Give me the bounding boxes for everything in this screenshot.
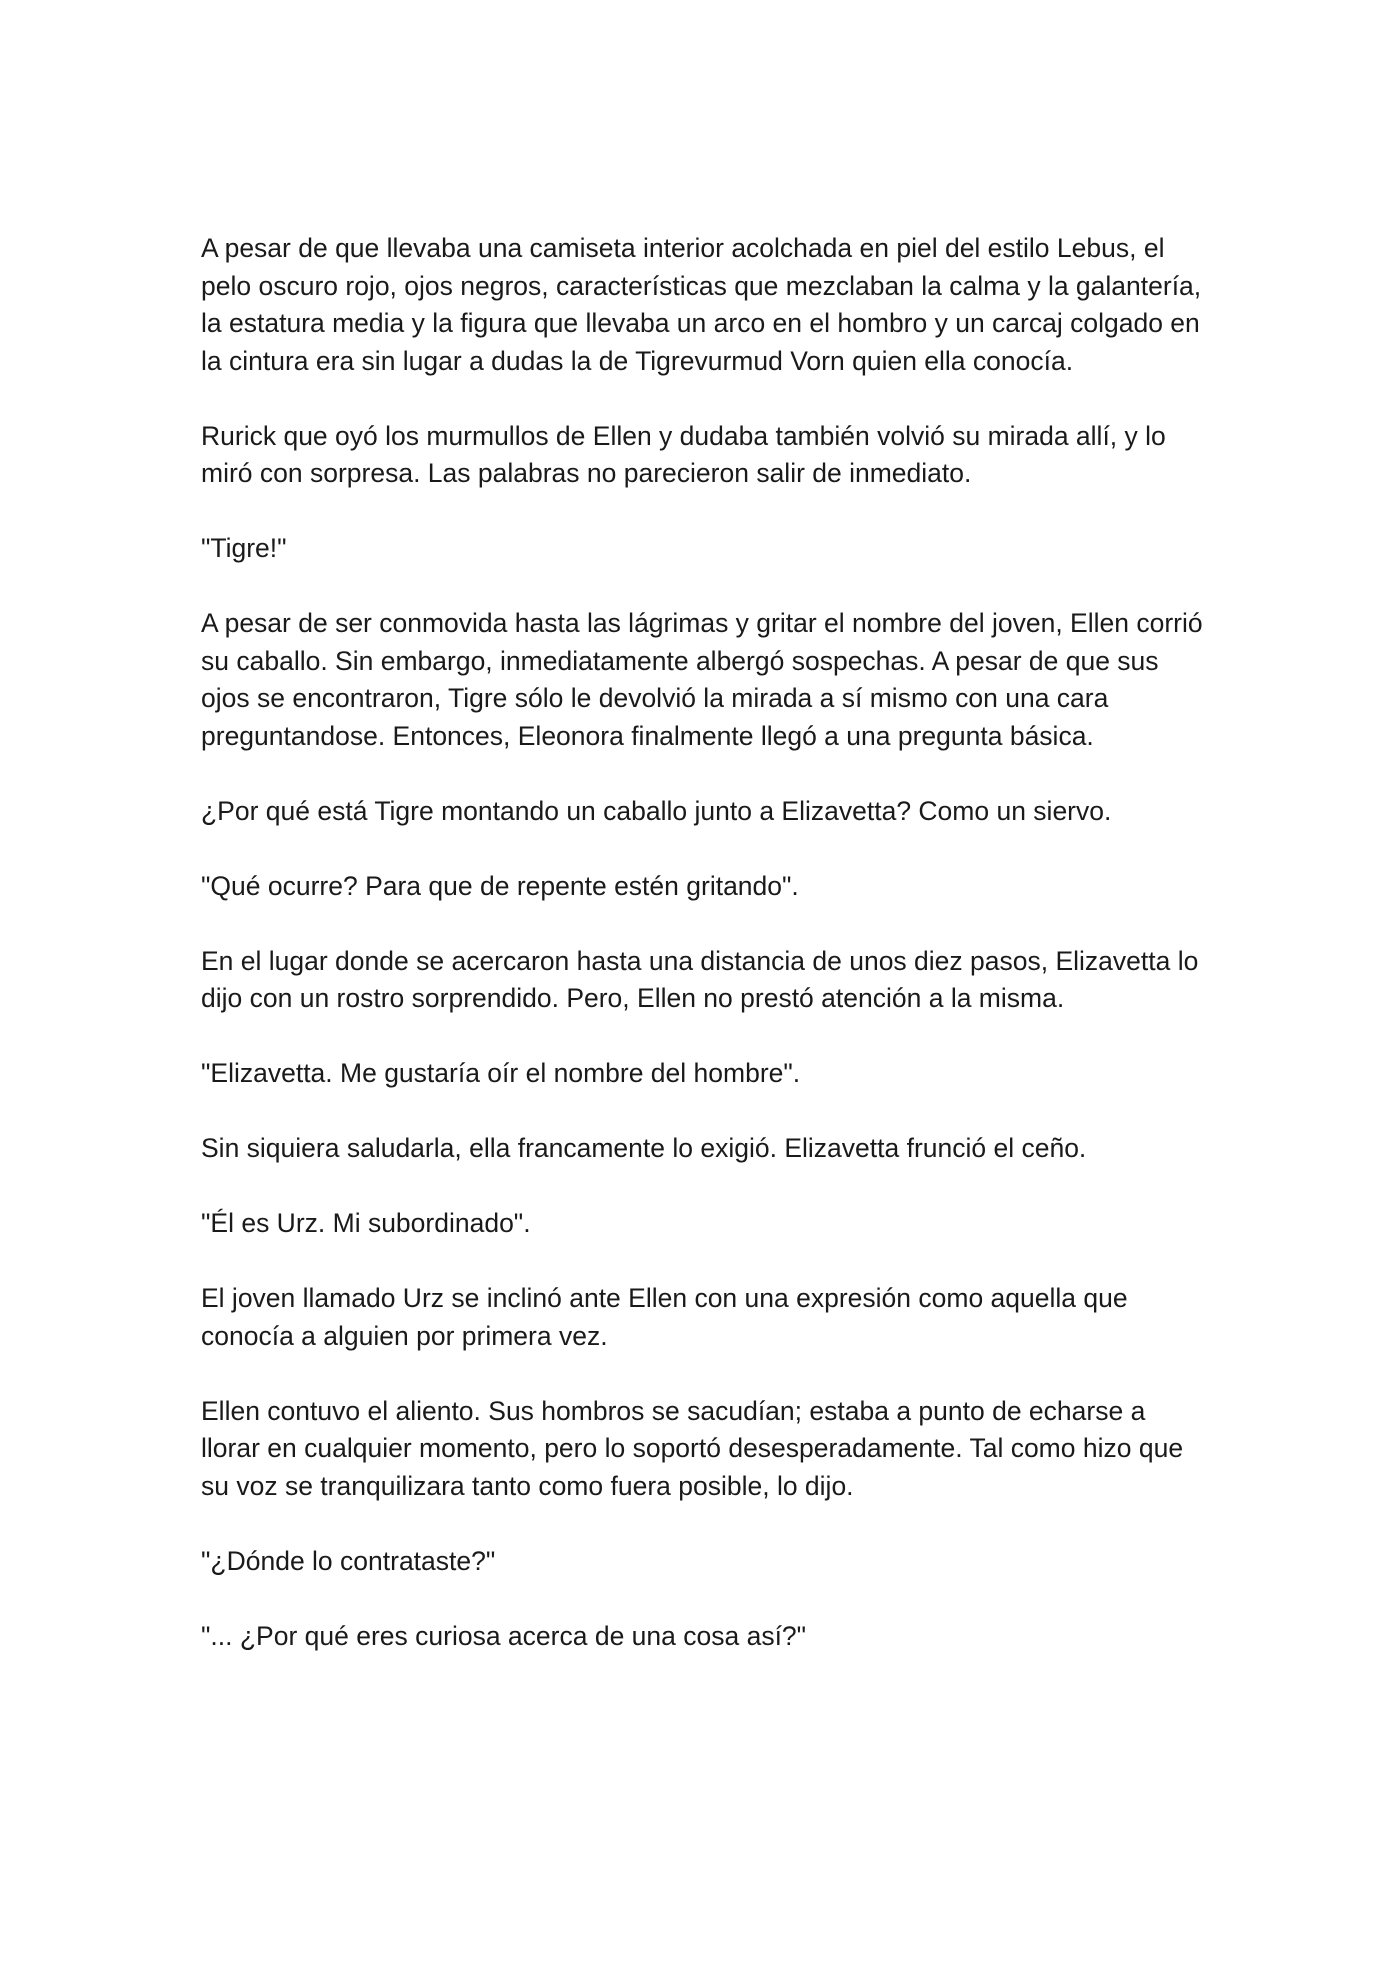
paragraph: "... ¿Por qué eres curiosa acerca de una cosa así?"	[201, 1620, 807, 1651]
paragraph: Rurick que oyó los murmullos de Ellen y dudaba también volvió su mirada allí, y lo miró con sorpresa. Las palabras no parecieron salir de inmediato.	[201, 420, 1166, 488]
paragraph: "Tigre!"	[201, 533, 287, 563]
paragraph: El joven llamado Urz se inclinó ante Ellen con una expresión como aquella que conocía a alguien por primera vez.	[201, 1283, 1128, 1351]
paragraph: A pesar de ser conmovida hasta las lágrimas y gritar el nombre del joven, Ellen corrió su caballo. Sin embargo, inmediatamente albergó sospechas. A pesar de que sus ojos se encontraron, Tigre sólo le devolvió la mirada a sí mismo con una cara preguntandose. Entonces, Eleonora finalmente llegó a una pregunta básica.	[201, 608, 1203, 751]
paragraph: A pesar de que llevaba una camiseta interior acolchada en piel del estilo Lebus, el pelo oscuro rojo, ojos negros, características que mezclaban la calma y la galantería, la estatura media y la figura que llevaba un arco en el hombro y un carcaj colgado en la cintura era sin lugar a dudas la de Tigrevurmud Vorn quien ella conocía.	[201, 233, 1202, 376]
paragraph: "¿Dónde lo contrataste?"	[201, 1545, 496, 1576]
paragraph: Sin siquiera saludarla, ella francamente lo exigió. Elizavetta frunció el ceño.	[201, 1133, 1087, 1163]
paragraph: Ellen contuvo el aliento. Sus hombros se sacudían; estaba a punto de echarse a llorar en cualquier momento, pero lo soportó desesperadamente. Tal como hizo que su voz se tranquilizara tanto como fuera posible, lo dijo.	[201, 1395, 1184, 1501]
document-body	[201, 230, 1211, 1655]
paragraph: ¿Por qué está Tigre montando un caballo junto a Elizavetta? Como un siervo.	[201, 795, 1112, 826]
paragraph: "Él es Urz. Mi subordinado".	[201, 1208, 531, 1238]
paragraph: "Elizavetta. Me gustaría oír el nombre del hombre".	[201, 1058, 801, 1088]
paragraph: "Qué ocurre? Para que de repente estén gritando".	[201, 870, 799, 901]
paragraph: En el lugar donde se acercaron hasta una distancia de unos diez pasos, Elizavetta lo dijo con un rostro sorprendido. Pero, Ellen no prestó atención a la misma.	[201, 945, 1199, 1013]
